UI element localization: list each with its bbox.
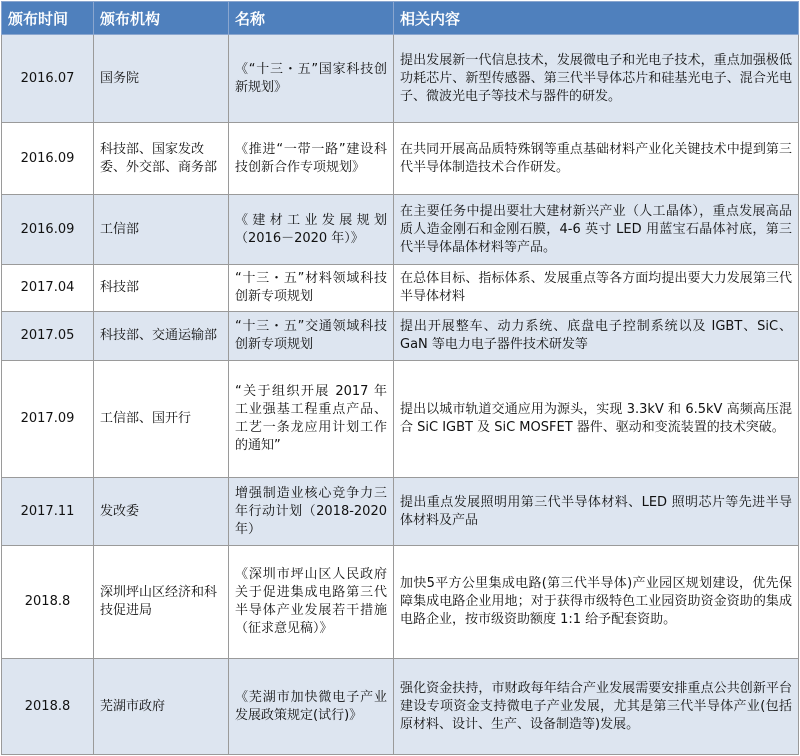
table-row: [2, 546, 799, 659]
org-cell: 国务院: [94, 35, 229, 123]
content-cell: 强化资金扶持，市财政每年结合产业发展需要安排重点公共创新平台建设专项资金支持微电子产业发展，尤其是第三代半导体产业(包括原材料、设计、生产、设备制造等)发展。: [394, 659, 799, 755]
name-cell: 《“十三・五”国家科技创新规划》: [229, 35, 394, 123]
table-row: [2, 35, 799, 123]
content-cell: 在主要任务中提出要壮大建材新兴产业（人工晶体），重点发展高品质人造金刚石和金刚石膜，4-6 英寸 LED 用蓝宝石晶体衬底，第三代半导体晶体材料等产品。: [394, 195, 799, 265]
table-row: [2, 312, 799, 361]
date-cell: 2017.04: [2, 265, 94, 312]
org-cell: 科技部: [94, 265, 229, 312]
org-cell: 科技部、国家发改委、外交部、商务部: [94, 123, 229, 195]
table-row: [2, 123, 799, 195]
date-cell: 2017.05: [2, 312, 94, 361]
table-row: [2, 265, 799, 312]
table-row: [2, 195, 799, 265]
date-cell: 2017.09: [2, 361, 94, 478]
name-cell: “十三・五”交通领域科技创新专项规划: [229, 312, 394, 361]
header-name: 名称: [229, 2, 394, 35]
table-header-row: [2, 2, 799, 35]
name-cell: 《深圳市坪山区人民政府关于促进集成电路第三代半导体产业发展若干措施（征求意见稿）》: [229, 546, 394, 659]
date-cell: 2016.09: [2, 195, 94, 265]
org-cell: 工信部: [94, 195, 229, 265]
name-cell: 《芜湖市加快微电子产业发展政策规定(试行)》: [229, 659, 394, 755]
table-row: [2, 478, 799, 546]
org-cell: 科技部、交通运输部: [94, 312, 229, 361]
content-cell: 在总体目标、指标体系、发展重点等各方面均提出要大力发展第三代半导体材料: [394, 265, 799, 312]
date-cell: 2018.8: [2, 659, 94, 755]
org-cell: 工信部、国开行: [94, 361, 229, 478]
name-cell: 增强制造业核心竞争力三年行动计划（2018-2020 年）: [229, 478, 394, 546]
header-org: 颁布机构: [94, 2, 229, 35]
header-date: 颁布时间: [2, 2, 94, 35]
content-cell: 提出开展整车、动力系统、底盘电子控制系统以及 IGBT、SiC、GaN 等电力电子器件技术研发等: [394, 312, 799, 361]
content-cell: 提出重点发展照明用第三代半导体材料、LED 照明芯片等先进半导体材料及产品: [394, 478, 799, 546]
content-cell: 提出发展新一代信息技术，发展微电子和光电子技术，重点加强极低功耗芯片、新型传感器、第三代半导体芯片和硅基光电子、混合光电子、微波光电子等技术与器件的研发。: [394, 35, 799, 123]
name-cell: “十三・五”材料领域科技创新专项规划: [229, 265, 394, 312]
date-cell: 2018.8: [2, 546, 94, 659]
org-cell: 芜湖市政府: [94, 659, 229, 755]
header-content: 相关内容: [394, 2, 799, 35]
name-cell: 《推进“一带一路”建设科技创新合作专项规划》: [229, 123, 394, 195]
name-cell: “关于组织开展 2017 年工业强基工程重点产品、工艺一条龙应用计划工作的通知”: [229, 361, 394, 478]
policy-table: [1, 1, 799, 755]
date-cell: 2016.09: [2, 123, 94, 195]
date-cell: 2017.11: [2, 478, 94, 546]
content-cell: 加快5平方公里集成电路(第三代半导体)产业园区规划建设，优先保障集成电路企业用地；对于获得市级特色工业园资助资金资助的集成电路企业，按市级资助额度 1:1 给予配套资助。: [394, 546, 799, 659]
org-cell: 发改委: [94, 478, 229, 546]
org-cell: 深圳坪山区经济和科技促进局: [94, 546, 229, 659]
content-cell: 提出以城市轨道交通应用为源头，实现 3.3kV 和 6.5kV 高频高压混合 SiC IGBT 及 SiC MOSFET 器件、驱动和变流装置的技术突破。: [394, 361, 799, 478]
table-row: [2, 659, 799, 755]
content-cell: 在共同开展高品质特殊钢等重点基础材料产业化关键技术中提到第三代半导体制造技术合作研发。: [394, 123, 799, 195]
table-row: [2, 361, 799, 478]
name-cell: 《建材工业发展规划（2016－2020 年）》: [229, 195, 394, 265]
date-cell: 2016.07: [2, 35, 94, 123]
